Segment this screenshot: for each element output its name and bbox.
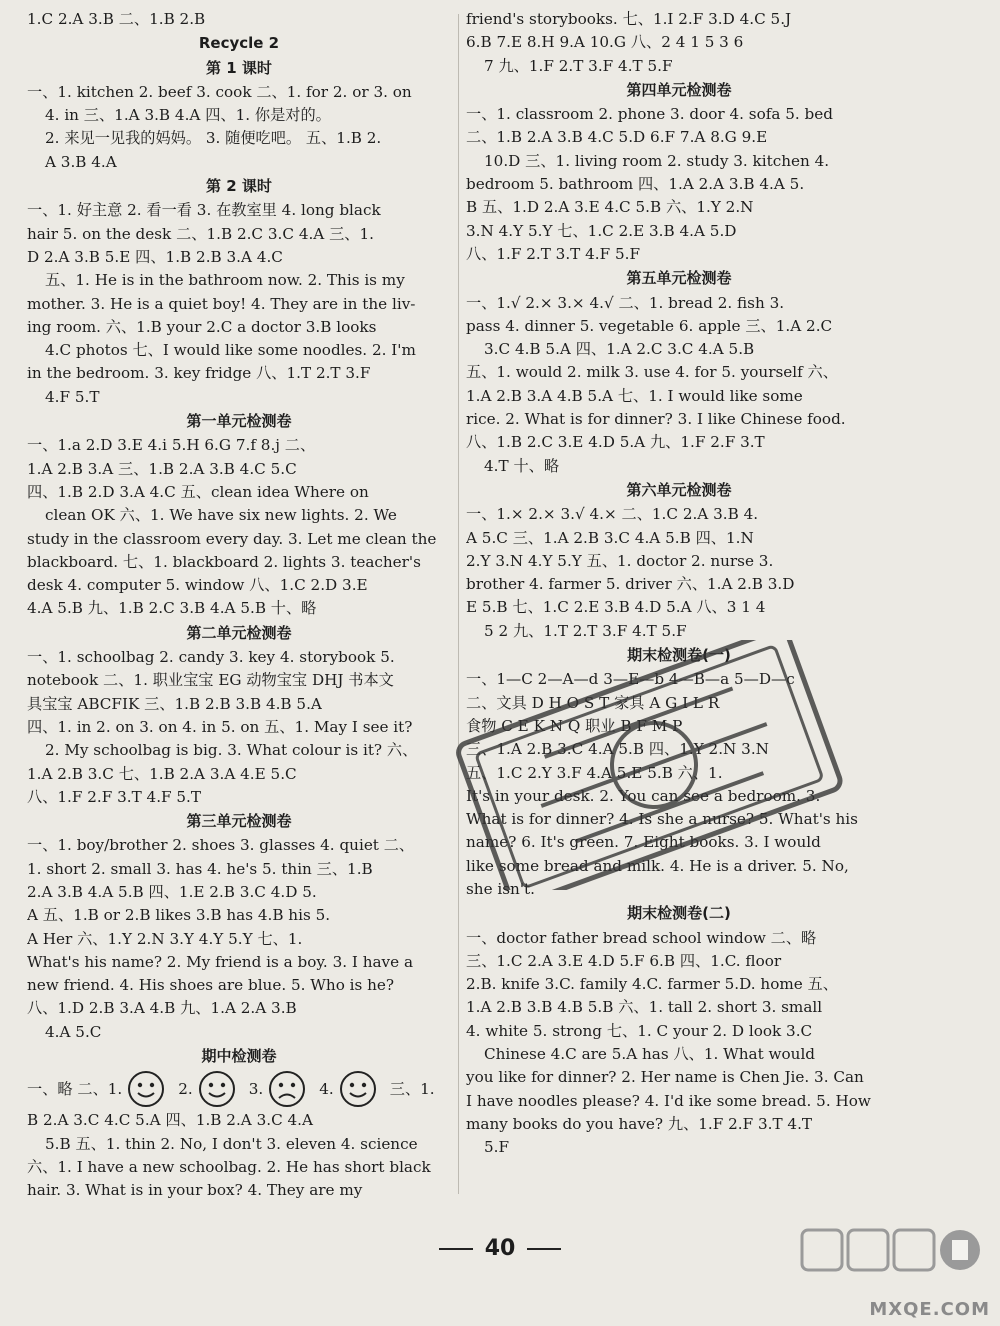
unit6-body <box>466 503 892 643</box>
left-top-line: 1.C 2.A 3.B 二、1.B 2.B <box>27 10 206 28</box>
column-divider <box>458 14 459 1194</box>
unit4-title: 第四单元检测卷 <box>626 80 732 99</box>
text-line: Chinese 4.C are 5.A has 八、1. What would <box>484 1045 816 1064</box>
unit5-body <box>466 292 892 478</box>
text-line: What's his name? 2. My friend is a boy. 3. I have a <box>27 952 414 971</box>
text-line: 八、1.F 2.F 3.T 4.F 5.T <box>27 787 202 806</box>
text-line: It's in your desk. 2. You can see a bedroom. 3. <box>466 786 821 805</box>
face-label: 4. <box>319 1079 334 1098</box>
text-line: desk 4. computer 5. window 八、1.C 2.D 3.E <box>27 576 368 595</box>
text-line: 一、1. boy/brother 2. shoes 3. glasses 4. quiet 二、 <box>27 836 415 855</box>
midterm-faces-row <box>27 1069 451 1109</box>
text-line: 一、1.√ 2.× 3.× 4.√ 二、1. bread 2. fish 3. <box>466 293 785 312</box>
sad-face-icon <box>267 1069 307 1109</box>
text-line: E 5.B 七、1.C 2.E 3.B 4.D 5.A 八、3 1 4 <box>466 598 766 617</box>
text-line: B 五、1.D 2.A 3.E 4.C 5.B 六、1.Y 2.N <box>466 198 754 217</box>
text-line: clean OK 六、1. We have six new lights. 2. We <box>45 506 397 525</box>
text-line: hair. 3. What is in your box? 4. They are my <box>27 1181 363 1200</box>
text-line: 八、1.D 2.B 3.A 4.B 九、1.A 2.A 3.B <box>27 999 297 1018</box>
text-line: study in the classroom every day. 3. Let me clean the <box>27 529 437 548</box>
text-line: 一、doctor father bread school window 二、略 <box>466 928 817 947</box>
recycle-title: Recycle 2 <box>198 34 280 53</box>
text-line: 2.Y 3.N 4.Y 5.Y 五、1. doctor 2. nurse 3. <box>466 551 774 570</box>
text-line: 三、1.C 2.A 3.E 4.D 5.F 6.B 四、1.C. floor <box>466 951 782 970</box>
text-line: 五、1.C 2.Y 3.F 4.A 5.E 5.B 六、1. <box>466 763 723 782</box>
text-line: in the bedroom. 3. key fridge 八、1.T 2.T 3.F <box>27 364 371 383</box>
unit3-title: 第三单元检测卷 <box>186 812 292 831</box>
text-line: 1.A 2.B 3.C 七、1.B 2.A 3.A 4.E 5.C <box>27 764 297 783</box>
text-line: 5 2 九、1.T 2.T 3.F 4.T 5.F <box>484 621 687 640</box>
midterm-title: 期中检测卷 <box>201 1047 277 1066</box>
text-line: 10.D 三、1. living room 2. study 3. kitchen 4. <box>484 151 830 170</box>
faces-suffix: 三、1. <box>389 1079 435 1098</box>
text-line: 一、1. 好主意 2. 看一看 3. 在教室里 4. long black <box>27 201 381 220</box>
text-line: 1.A 2.B 3.A 4.B 5.A 七、1. I would like some <box>466 386 803 405</box>
text-line: notebook 二、1. 职业宝宝 EG 动物宝宝 DHJ 书本文 <box>27 671 394 690</box>
text-line: A 3.B 4.A <box>45 152 117 171</box>
text-line: 2.B. knife 3.C. family 4.C. farmer 5.D. home 五、 <box>466 975 838 994</box>
text-line: pass 4. dinner 5. vegetable 6. apple 三、1.A 2.C <box>466 316 833 335</box>
text-line: 食物 C E K N Q 职业 B F M P <box>466 716 683 735</box>
text-line: 八、1.F 2.T 3.T 4.F 5.F <box>466 244 641 263</box>
text-line: 2. My schoolbag is big. 3. What colour is it? 六、 <box>45 741 418 760</box>
unit2-body <box>27 646 451 809</box>
text-line: 7 九、1.F 2.T 3.F 4.T 5.F <box>484 56 673 75</box>
dash-left <box>439 1248 473 1250</box>
text-line: 4. white 5. strong 七、1. C your 2. D look 3.C <box>466 1021 813 1040</box>
text-line: A 五、1.B or 2.B likes 3.B has 4.B his 5. <box>27 906 331 925</box>
text-line: 3.N 4.Y 5.Y 七、1.C 2.E 3.B 4.A 5.D <box>466 221 737 240</box>
final2-title: 期末检测卷(二) <box>627 904 731 923</box>
left-column <box>27 8 451 1203</box>
text-line: hair 5. on the desk 二、1.B 2.C 3.C 4.A 三、1. <box>27 224 374 243</box>
text-line: 一、1—C 2—A—d 3—E—b 4—B—a 5—D—c <box>466 670 795 689</box>
text-line: 1.A 2.B 3.B 4.B 5.B 六、1. tall 2. short 3. small <box>466 998 823 1017</box>
text-line: 5.F <box>484 1138 510 1157</box>
faces-prefix: 一、略 二、1. <box>27 1079 123 1098</box>
text-line: 五、1. would 2. milk 3. use 4. for 5. yourself 六、 <box>466 363 838 382</box>
smile-face-icon <box>126 1069 166 1109</box>
final1-title: 期末检测卷(一) <box>627 646 731 665</box>
unit1-title: 第一单元检测卷 <box>186 412 292 431</box>
text-line: rice. 2. What is for dinner? 3. I like Chinese food. <box>466 410 846 429</box>
text-line: B 2.A 3.C 4.C 5.A 四、1.B 2.A 3.C 4.A <box>27 1111 313 1130</box>
final2-body <box>466 927 892 1160</box>
text-line: 一、1.× 2.× 3.√ 4.× 二、1.C 2.A 3.B 4. <box>466 505 759 524</box>
text-line: ing room. 六、1.B your 2.C a doctor 3.B looks <box>27 317 377 336</box>
text-line: 六、1. I have a new schoolbag. 2. He has short black <box>27 1157 431 1176</box>
midterm-body <box>27 1109 451 1202</box>
lesson1-body <box>27 81 451 174</box>
text-line: 5.B 五、1. thin 2. No, I don't 3. eleven 4. science <box>45 1134 418 1153</box>
text-line: 4.T 十、略 <box>484 456 560 475</box>
text-line: friend's storybooks. 七、1.I 2.F 3.D 4.C 5.J <box>466 10 792 28</box>
text-line: 二、文具 D H O S T 家具 A G I L R <box>466 693 720 712</box>
text-line: 二、1.B 2.A 3.B 4.C 5.D 6.F 7.A 8.G 9.E <box>466 128 768 147</box>
text-line: she isn't. <box>466 879 535 898</box>
text-line: new friend. 4. His shoes are blue. 5. Who is he? <box>27 976 395 995</box>
text-line: 6.B 7.E 8.H 9.A 10.G 八、2 4 1 5 3 6 <box>466 33 744 52</box>
lesson2-title: 第 2 课时 <box>206 177 272 196</box>
face-label: 2. <box>178 1079 193 1098</box>
text-line: 一、1. schoolbag 2. candy 3. key 4. storybook 5. <box>27 648 395 667</box>
unit1-body <box>27 434 451 620</box>
text-line: 一、1.a 2.D 3.E 4.i 5.H 6.G 7.f 8.j 二、 <box>27 436 316 455</box>
text-line: 四、1.B 2.D 3.A 4.C 五、clean idea Where on <box>27 482 369 501</box>
lesson1-title: 第 1 课时 <box>206 58 272 77</box>
text-line: 4. in 三、1.A 3.B 4.A 四、1. 你是对的。 <box>45 106 331 125</box>
right-column <box>466 8 892 1160</box>
text-line: A Her 六、1.Y 2.N 3.Y 4.Y 5.Y 七、1. <box>27 929 303 948</box>
smile-face-icon <box>338 1069 378 1109</box>
text-line: mother. 3. He is a quiet boy! 4. They are in the liv- <box>27 294 416 313</box>
text-line: D 2.A 3.B 5.E 四、1.B 2.B 3.A 4.C <box>27 247 283 266</box>
text-line: 4.F 5.T <box>45 387 100 406</box>
text-line: I have noodles please? 4. I'd ike some bread. 5. How <box>466 1091 871 1110</box>
text-line: like some bread and milk. 4. He is a driver. 5. No, <box>466 856 849 875</box>
text-line: 三、1.A 2.B 3.C 4.A 5.B 四、1.Y 2.N 3.N <box>466 740 769 759</box>
text-line: 2. 来见一见我的妈妈。 3. 随便吃吧。 五、1.B 2. <box>45 129 382 148</box>
text-line: 4.A 5.C <box>45 1022 102 1041</box>
text-line: blackboard. 七、1. blackboard 2. lights 3. teacher's <box>27 552 421 571</box>
unit3-body <box>27 834 451 1044</box>
unit4-body <box>466 103 892 266</box>
face-label: 3. <box>248 1079 264 1098</box>
text-line: 1.A 2.B 3.A 三、1.B 2.A 3.B 4.C 5.C <box>27 459 297 478</box>
text-line: 一、1. kitchen 2. beef 3. cook 二、1. for 2. or 3. on <box>27 82 412 101</box>
watermark-text: MXQE.COM <box>869 1299 990 1320</box>
text-line: 4.A 5.B 九、1.B 2.C 3.B 4.A 5.B 十、略 <box>27 599 317 618</box>
text-line: What is for dinner? 4. Is she a nurse? 5. What's his <box>466 810 858 829</box>
text-line: you like for dinner? 2. Her name is Chen Jie. 3. Can <box>466 1068 864 1087</box>
unit5-title: 第五单元检测卷 <box>626 269 732 288</box>
text-line: 五、1. He is in the bathroom now. 2. This is my <box>45 271 405 290</box>
text-line: 3.C 4.B 5.A 四、1.A 2.C 3.C 4.A 5.B <box>484 340 755 359</box>
text-line: bedroom 5. bathroom 四、1.A 2.A 3.B 4.A 5. <box>466 175 805 194</box>
text-line: brother 4. farmer 5. driver 六、1.A 2.B 3.D <box>466 575 795 594</box>
text-line: many books do you have? 九、1.F 2.F 3.T 4.T <box>466 1114 813 1133</box>
text-line: 1. short 2. small 3. has 4. he's 5. thin 三、1.B <box>27 859 373 878</box>
lesson2-body <box>27 199 451 409</box>
dash-right <box>527 1248 561 1250</box>
text-line: A 5.C 三、1.A 2.B 3.C 4.A 5.B 四、1.N <box>466 528 754 547</box>
text-line: 具宝宝 ABCFIK 三、1.B 2.B 3.B 4.B 5.A <box>27 694 322 713</box>
text-line: name? 6. It's green. 7. Eight books. 3. I would <box>466 833 821 852</box>
unit6-title: 第六单元检测卷 <box>626 480 732 499</box>
text-line: 一、1. classroom 2. phone 3. door 4. sofa 5. bed <box>466 105 833 124</box>
smile-face-icon <box>197 1069 237 1109</box>
unit2-title: 第二单元检测卷 <box>186 623 292 642</box>
text-line: 八、1.B 2.C 3.E 4.D 5.A 九、1.F 2.F 3.T <box>466 433 765 452</box>
text-line: 2.A 3.B 4.A 5.B 四、1.E 2.B 3.C 4.D 5. <box>27 882 317 901</box>
text-line: 4.C photos 七、I would like some noodles. 2. I'm <box>45 341 416 360</box>
page-number-text: 40 <box>484 1236 516 1261</box>
final1-body <box>466 668 892 901</box>
text-line: 四、1. in 2. on 3. on 4. in 5. on 五、1. May I see it? <box>27 717 413 736</box>
